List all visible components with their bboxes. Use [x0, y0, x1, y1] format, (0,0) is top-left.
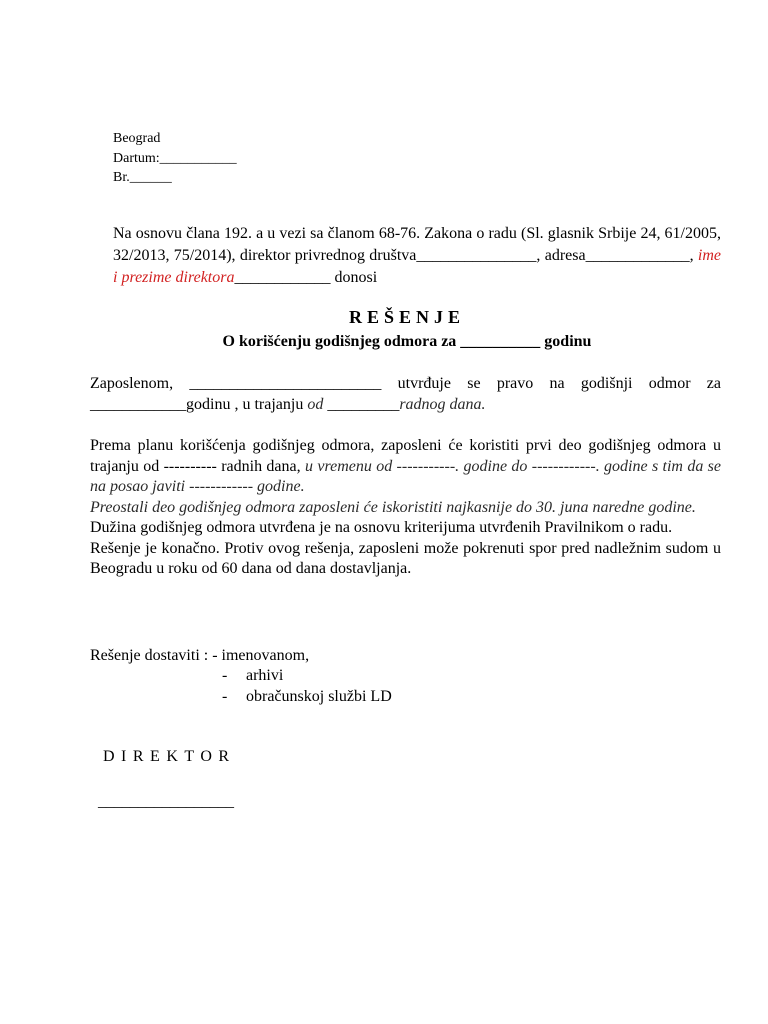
plan-text: Prema planu korišćenja godišnjeg odmora, zaposleni će koristiti prvi deo godišnjeg odmora u trajanju od ---------- radnih dana, [90, 437, 721, 475]
city-label: Beograd [113, 131, 161, 146]
remaining-leave-paragraph: Preostali deo godišnjeg odmora zaposleni će iskoristiti najkasnije do 30. juna naredne godine. [90, 498, 696, 516]
final-paragraph: Rešenje je konačno. Protiv ovog rešenja, zaposleni može pokrenuti spor pred nadležnim sudom u Beogradu u roku od 60 dana od dana dostavljanja. [90, 539, 721, 577]
intro-text: Na osnovu člana 192. a u vezi sa članom 68-76. Zakona o radu (Sl. glasnik Srbije 24, 61/2005, 32/2013, 75/2014), direktor privrednog društva_______________, adresa_____________, [113, 225, 721, 264]
delivery-item-label: arhivi [246, 667, 284, 684]
intro-text-end: ____________ donosi [234, 269, 378, 286]
employee-days-blank: _________ [327, 395, 400, 413]
delivery-label: Rešenje dostaviti : - imenovanom, [90, 647, 310, 664]
date-field: Dartum:___________ [113, 150, 237, 166]
director-title: DIREKTOR [103, 748, 236, 765]
plan-italic-text: u vremenu od -----------. godine do ------------. godine s tim da se na posao javiti ------------ godine. [90, 457, 721, 495]
delivery-item [222, 687, 392, 708]
document-subtitle: O korišćenju godišnjeg odmora za __________ godinu [222, 333, 592, 350]
body-paragraphs [90, 436, 721, 580]
delivery-dash: - [222, 667, 228, 684]
plan-paragraph [90, 436, 721, 498]
delivery-list [222, 666, 392, 707]
delivery-dash: - [222, 687, 228, 705]
employee-italic-od: od [307, 395, 324, 413]
signature-line: _________________ [98, 793, 234, 810]
header-block [113, 129, 237, 188]
delivery-item [222, 666, 392, 687]
director-name-placeholder: ime i prezime direktora [113, 247, 722, 286]
number-field: Br.______ [113, 170, 172, 185]
employee-paragraph [90, 374, 721, 415]
intro-paragraph [113, 223, 721, 289]
employee-text: Zaposlenom, ________________________ utvrđuje se pravo na godišnji odmor za ____________godinu , u trajanju [90, 375, 721, 413]
document-title: REŠENJE [348, 307, 466, 327]
duration-paragraph: Dužina godišnjeg odmora utvrđena je na osnovu kriterijuma utvrđenih Pravilnikom o radu. [90, 519, 673, 536]
employee-italic-days: radnog dana. [399, 395, 486, 413]
delivery-item-label: obračunskoj službi LD [246, 687, 392, 705]
